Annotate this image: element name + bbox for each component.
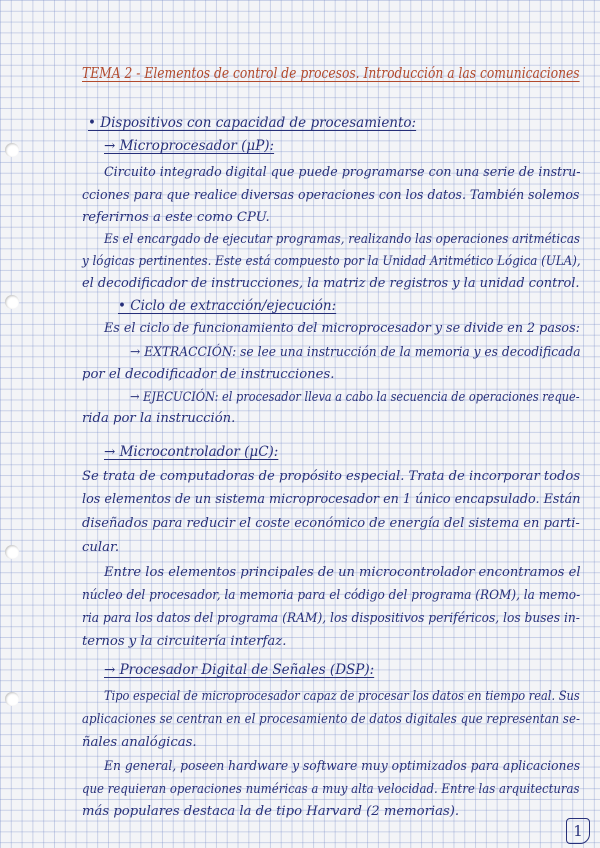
margin-rule bbox=[69, 0, 70, 848]
text-line: el decodificador de instrucciones, la matriz de registros y la unidad control. bbox=[82, 276, 580, 291]
text-line: → EJECUCIÓN: el procesador lleva a cabo la secuencia de operaciones reque- bbox=[130, 390, 580, 405]
text-line: y lógicas pertinentes. Este está compuesto por la Unidad Aritmético Lógica (ULA), bbox=[82, 254, 581, 269]
section-heading: • Dispositivos con capacidad de procesamiento: bbox=[88, 115, 417, 131]
page-number: 1 bbox=[566, 818, 590, 844]
text-line: Circuito integrado digital que puede programarse con una serie de instru- bbox=[104, 165, 581, 180]
subsection-heading-microcontroller: → Microcontrolador (μC): bbox=[104, 444, 279, 460]
cycle-heading: • Ciclo de extracción/ejecución: bbox=[118, 298, 337, 314]
text-line: ria para los datos del programa (RAM), los dispositivos periféricos, los buses in- bbox=[82, 611, 580, 626]
text-line: Tipo especial de microprocesador capaz de procesar los datos en tiempo real. Sus bbox=[104, 689, 580, 704]
text-line: Es el ciclo de funcionamiento del microprocesador y se divide en 2 pasos: bbox=[104, 321, 580, 336]
binder-hole bbox=[5, 143, 19, 157]
text-line: rida por la instrucción. bbox=[82, 411, 236, 426]
text-line: Entre los elementos principales de un microcontrolador encontramos el bbox=[104, 565, 581, 580]
text-line: referirnos a este como CPU. bbox=[82, 210, 270, 225]
text-line: que requieran operaciones numéricas a muy alta velocidad. Entre las arquitecturas bbox=[82, 782, 580, 797]
text-line: los elementos de un sistema microprocesador en 1 único encapsulado. Están bbox=[82, 492, 581, 507]
binder-hole bbox=[5, 295, 19, 309]
subsection-heading-microprocessor: → Microprocesador (μP): bbox=[104, 138, 275, 154]
text-line: más populares destaca la de tipo Harvard (2 memorias). bbox=[82, 804, 460, 819]
text-line: ñales analógicas. bbox=[82, 735, 197, 750]
text-line: Es el encargado de ejecutar programas, realizando las operaciones aritméticas bbox=[104, 232, 580, 247]
text-line: diseñados para reducir el coste económico de energía del sistema en parti- bbox=[82, 516, 580, 531]
binder-hole bbox=[5, 692, 19, 706]
binder-hole bbox=[5, 545, 19, 559]
text-line: cular. bbox=[82, 540, 120, 555]
page-title: TEMA 2 - Elementos de control de procesos. Introducción a las comunicaciones bbox=[82, 66, 580, 82]
text-line: → EXTRACCIÓN: se lee una instrucción de la memoria y es decodificada bbox=[130, 345, 581, 360]
text-line: núcleo del procesador, la memoria para el código del programa (ROM), la memo- bbox=[82, 588, 581, 603]
text-line: aplicaciones se centran en el procesamiento de datos digitales que representan se- bbox=[82, 712, 580, 727]
text-line: ternos y la circuitería interfaz. bbox=[82, 634, 287, 649]
text-line: cciones para que realice diversas operaciones con los datos. También solemos bbox=[82, 188, 580, 203]
text-line: En general, poseen hardware y software muy optimizados para aplicaciones bbox=[104, 759, 581, 774]
text-line: por el decodificador de instrucciones. bbox=[82, 367, 335, 382]
subsection-heading-dsp: → Procesador Digital de Señales (DSP): bbox=[104, 662, 375, 678]
text-line: Se trata de computadoras de propósito especial. Trata de incorporar todos bbox=[82, 469, 581, 484]
